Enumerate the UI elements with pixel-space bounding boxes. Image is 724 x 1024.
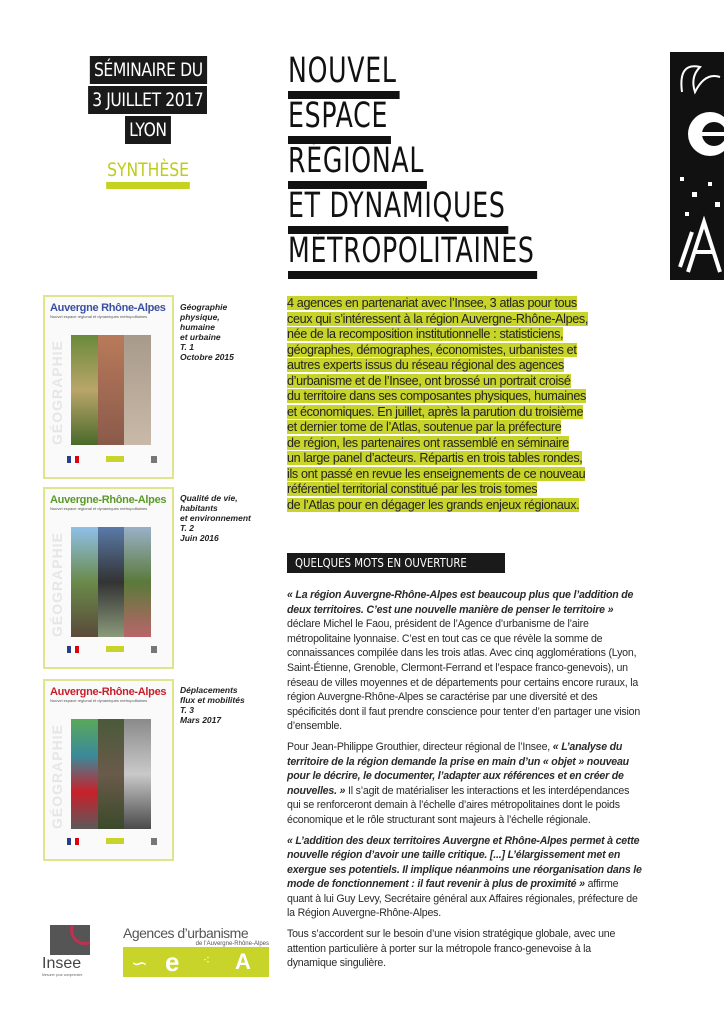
tome-1-caption: Géographie physique, humaine et urbaine T. 1 Octobre 2015 bbox=[180, 302, 234, 362]
agences-small-logo bbox=[106, 838, 124, 844]
cover-title: Auvergne-Rhône-Alpes bbox=[50, 686, 167, 698]
cover-title: Auvergne Rhône-Alpes bbox=[50, 302, 166, 314]
title-line: ET DYNAMIQUES bbox=[288, 186, 508, 234]
paragraph: Tous s’accordent sur le besoin d’une vision stratégique globale, avec une attention particulière à porter sur la métropole franco-genevoise à la dynamique singulière. bbox=[287, 928, 616, 970]
cover-photos bbox=[71, 335, 151, 445]
cover-side-text: GÉOGRAPHIE bbox=[49, 532, 65, 637]
atlas-cover-tome-3 bbox=[43, 679, 174, 861]
cover-photos bbox=[71, 527, 151, 637]
seminar-date-block bbox=[75, 56, 221, 146]
intro-paragraph: 4 agences en partenariat avec l’Insee, 3 atlas pour tous ceux qui s’intéressent à la région Auvergne-Rhône-Alpes, née de la recomposition institutionnelle : statisticiens, géographes, démographes, économistes, urbanistes et autres experts issus du réseau régional des agences d’urbanisme et de l’Insee, ont brossé un portrait croisé du territoire dans ses composantes physiques, humaines et économiques. En juillet, après la parution du troisième et dernier tome de l’Atlas, soutenue par la préfecture de région, les partenaires ont rassemblé en séminaire un large panel d’acteurs. Répartis en trois tables rondes, ils ont passé en revue les enseignements de ce nouveau référentiel territorial constitué par les trois tomes de l’Atlas pour en dégager les grands enjeux régionaux. bbox=[287, 296, 589, 512]
title-line: ESPACE bbox=[288, 96, 391, 144]
insee-small-logo bbox=[151, 646, 157, 653]
synthese-label: SYNTHÈSE bbox=[106, 158, 190, 189]
agences-logo-mark bbox=[670, 52, 724, 280]
paragraph: « L’addition des deux territoires Auvergne et Rhône-Alpes permet à cette nouvelle région d’avoir une taille critique. [...] L’élargissement met en exergue ses potentiels. Il implique néanmoins une réorganisation dans le mode de fonctionnement : il faut revenir à plus de proximité » affirme quant à lui Guy Levy, Secrétaire général aux Affaires régionales, préfecture de la Région Auvergne-Rhône-Alpes. bbox=[287, 834, 642, 920]
cover-subtitle: Nouvel espace régional et dynamiques métropolitaines bbox=[50, 314, 148, 319]
insee-logo: Insee Mesurer pour comprendre bbox=[42, 925, 96, 977]
cover-subtitle: Nouvel espace régional et dynamiques métropolitaines bbox=[50, 698, 148, 703]
cover-side-text: GÉOGRAPHIE bbox=[49, 724, 65, 829]
cover-side-text: GÉOGRAPHIE bbox=[49, 340, 65, 445]
article-body bbox=[287, 588, 643, 977]
cover-photos bbox=[71, 719, 151, 829]
marianne-icon bbox=[67, 838, 79, 845]
seminar-line: SÉMINAIRE DU bbox=[89, 56, 206, 84]
marianne-icon bbox=[67, 646, 79, 653]
title-line: NOUVEL bbox=[288, 51, 400, 99]
page-title bbox=[288, 52, 634, 277]
atlas-cover-tome-2 bbox=[43, 487, 174, 669]
title-line: RÉGIONAL bbox=[288, 141, 427, 189]
tome-3-caption: Déplacements flux et mobilités T. 3 Mars 2017 bbox=[180, 685, 245, 725]
paragraph: Pour Jean-Philippe Grouthier, directeur régional de l’Insee, « L’analyse du territoire de la région demande la prise en main d’un « objet » nouveau pour le décrire, le documenter, l’adapter aux références et en créer de nouvelles. » Il s’agit de matérialiser les interactions et les interdépendances qui se renforceront demain à l’échelle d’aires métropolitaines dont le poids économique et le rôle structurant sont majeurs à l’échelle régionale. bbox=[287, 740, 630, 826]
atlas-cover-tome-1 bbox=[43, 295, 174, 479]
agences-small-logo bbox=[106, 456, 124, 462]
section-heading: QUELQUES MOTS EN OUVERTURE bbox=[287, 553, 505, 573]
cover-subtitle: Nouvel espace régional et dynamiques métropolitaines bbox=[50, 506, 148, 511]
paragraph: « La région Auvergne-Rhône-Alpes est beaucoup plus que l’addition de deux territoires. C’est une nouvelle manière de penser le territoire » déclare Michel le Faou, président de l’Agence d’urbanisme de l’aire métropolitaine lyonnaise. C’est en tout cas ce que révèle la somme de connaissances compilée dans les trois atlas. Avec cinq agglomérations (Lyon, Saint-Étienne, Grenoble, Clermont-Ferrand et l’espace franco-genevois), un réseau de villes moyennes et de départements pour certains encore ruraux, la région Auvergne-Rhône-Alpes se caractérise par une diversité et des spécificités dont il faut prendre conscience pour tenter d’en partager une vision d’ensemble. bbox=[287, 589, 641, 733]
agences-urbanisme-logo: Agences d’urbanisme de l’Auvergne-Rhône-Alpes ∽ e ⁖ A bbox=[123, 925, 269, 977]
marianne-icon bbox=[67, 456, 79, 463]
insee-small-logo bbox=[151, 456, 157, 463]
tome-2-caption: Qualité de vie, habitants et environnement T. 2 Juin 2016 bbox=[180, 493, 251, 543]
cover-title: Auvergne-Rhône-Alpes bbox=[50, 494, 167, 506]
insee-small-logo bbox=[151, 838, 157, 845]
seminar-line: 3 JUILLET 2017 bbox=[88, 86, 207, 114]
agences-small-logo bbox=[106, 646, 124, 652]
title-line: MÉTROPOLITAINES bbox=[288, 231, 537, 279]
seminar-line: LYON bbox=[125, 116, 171, 144]
